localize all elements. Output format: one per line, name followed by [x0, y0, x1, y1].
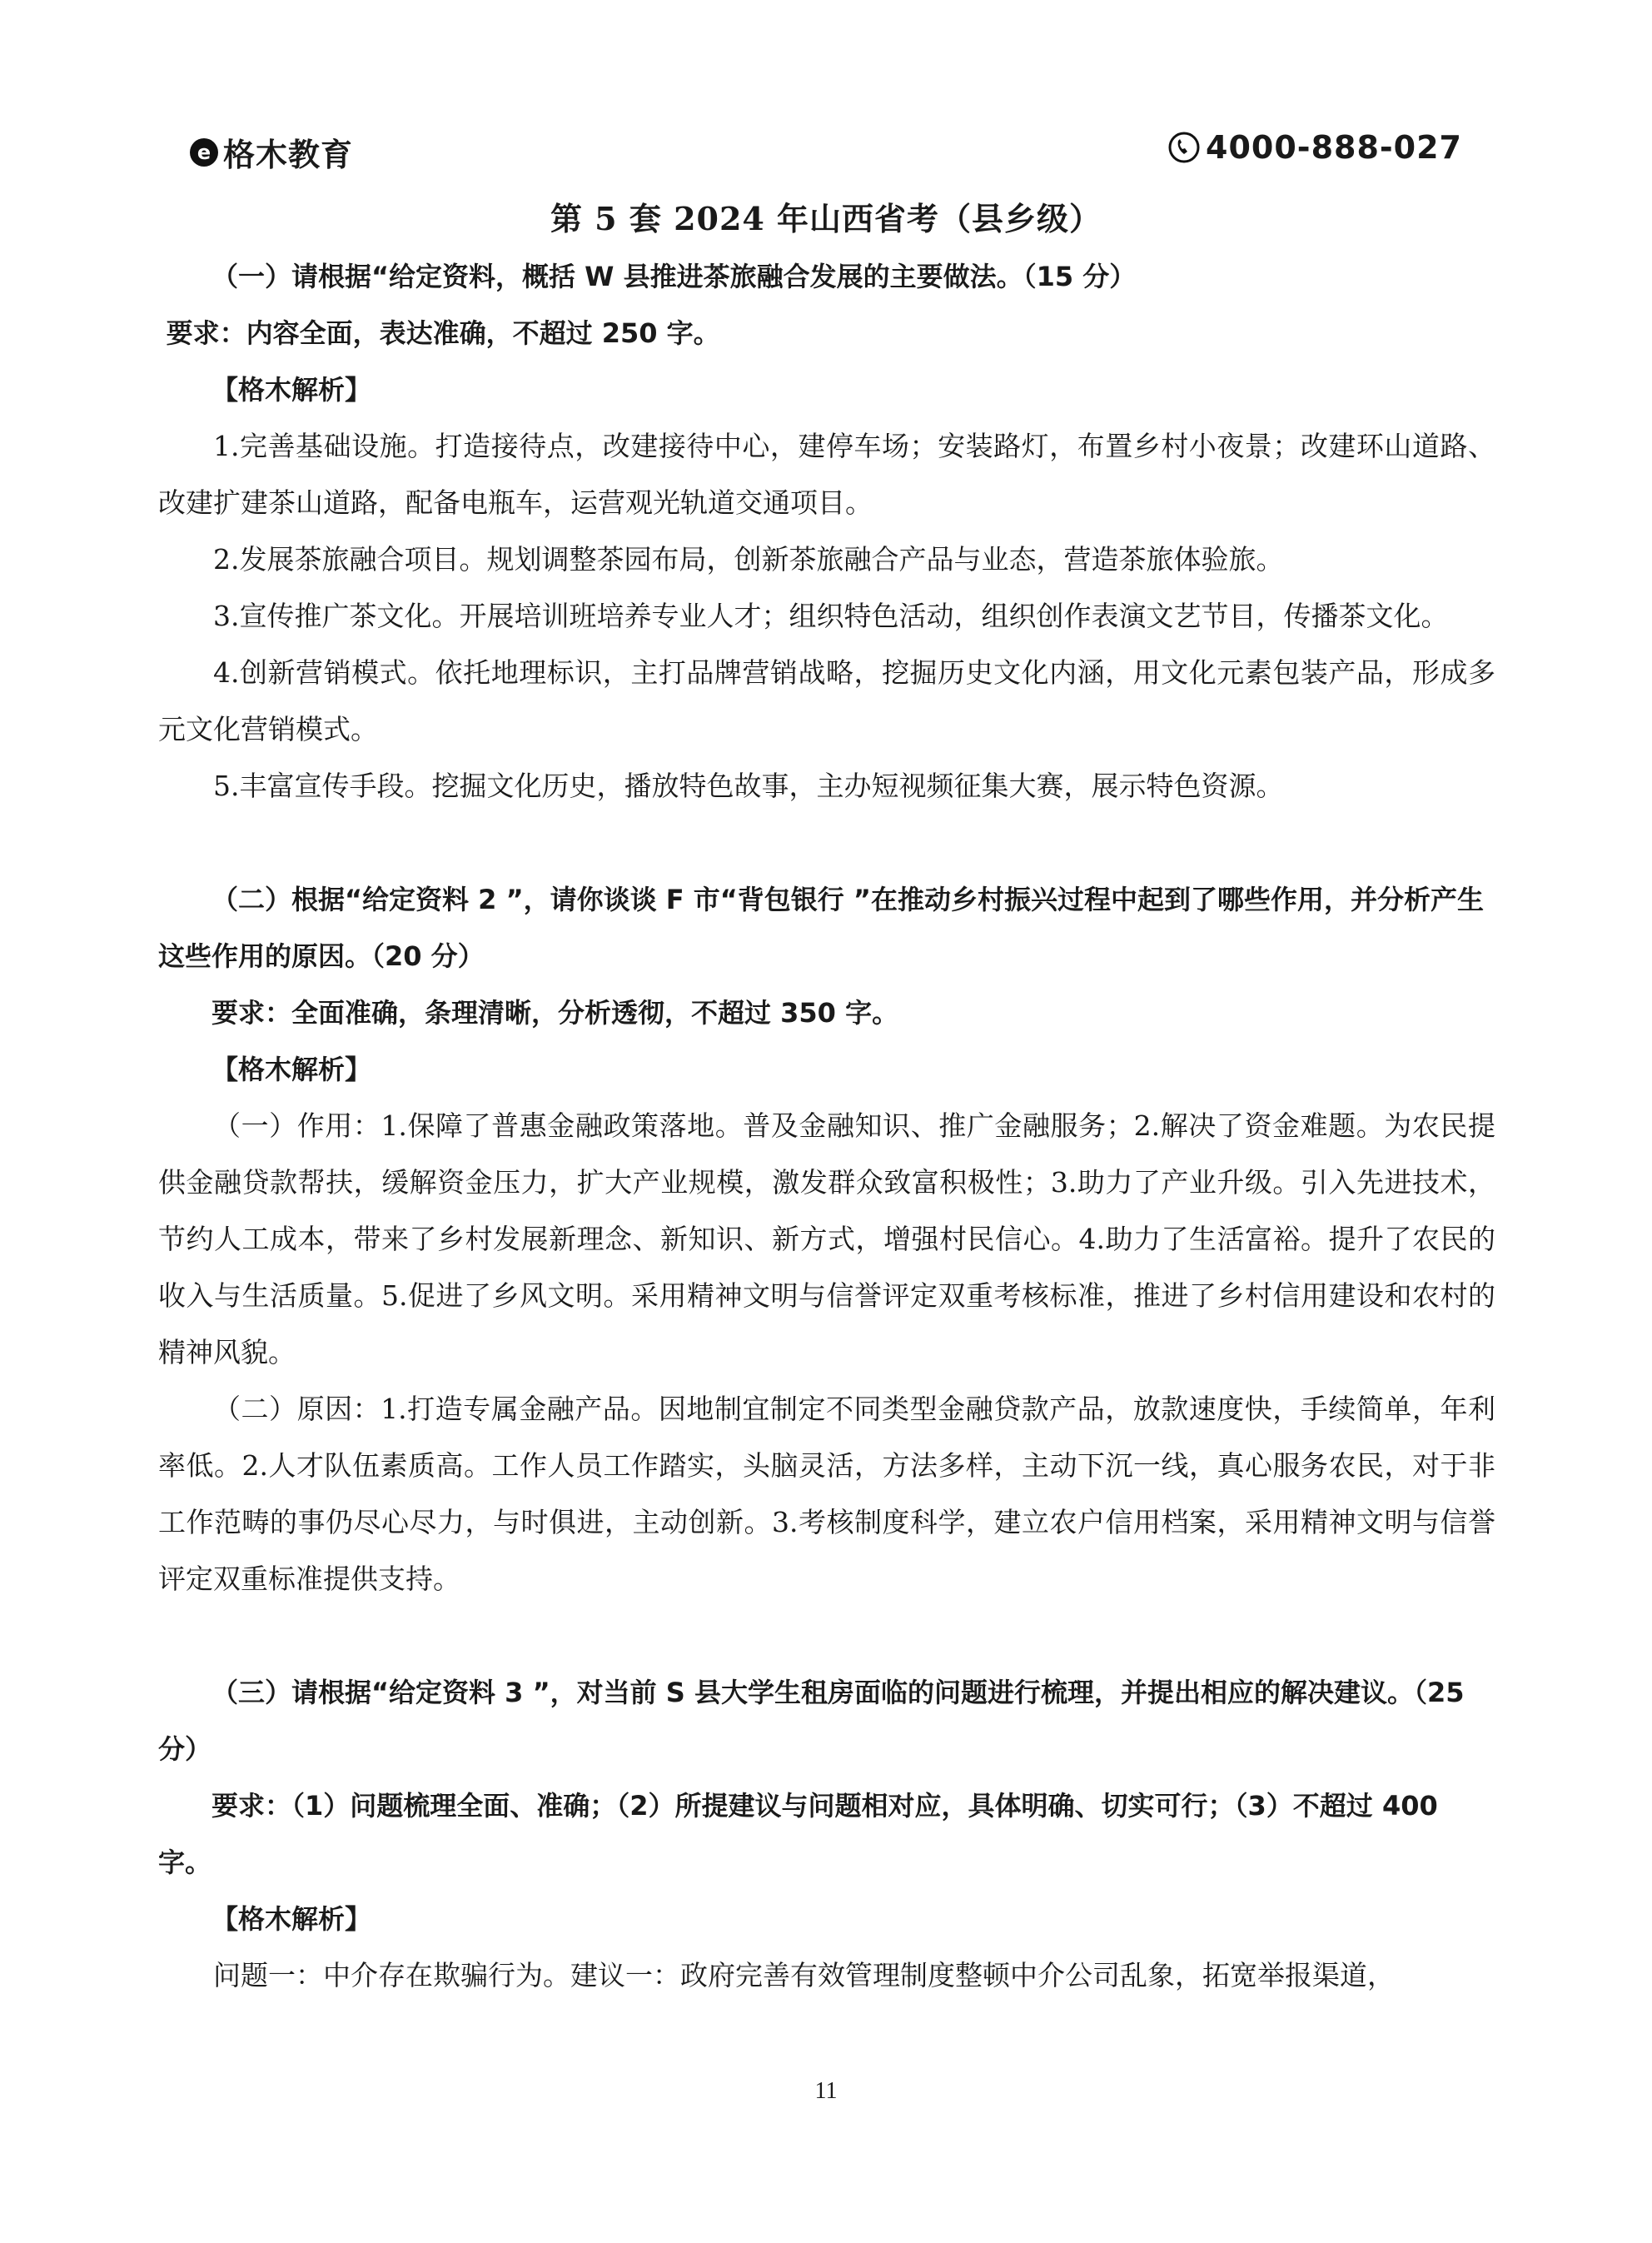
- brand-logo: [190, 129, 353, 175]
- answer-paragraph: 1.完善基础设施。打造接待点，改建接待中心，建停车场；安装路灯，布置乡村小夜景；改建环山道路、改建扩建茶山道路，配备电瓶车，运营观光轨道交通项目。: [158, 430, 1495, 519]
- phone-icon: [1167, 131, 1201, 164]
- requirement-1: 要求：内容全面，表达准确，不超过 250 字。: [166, 317, 720, 349]
- logo-text: 格木教育: [223, 137, 354, 173]
- answer-paragraph: （一）作用：1.保障了普惠金融政策落地。普及金融知识、推广金融服务；2.解决了资金难题。为农民提供金融贷款帮扶，缓解资金压力，扩大产业规模，激发群众致富积极性；3.助力了产业升级。引入先进技术，节约人工成本，带来了乡村发展新理念、新知识、新方式，增强村民信心。4.助力了生活富裕。提升了农民的收入与生活质量。5.促进了乡风文明。采用精神文明与信誉评定双重考核标准，推进了乡村信用建设和农村的精神风貌。: [158, 1109, 1495, 1368]
- question-1: （一）请根据“给定资料，概括 W 县推进茶旅融合发展的主要做法。（15 分）: [211, 261, 1137, 292]
- analysis-header-2: 【格木解析】: [211, 1054, 372, 1085]
- analysis-header-1: 【格木解析】: [211, 374, 372, 406]
- question-2: （二）根据“给定资料 2 ”，请你谈谈 F 市“背包银行 ”在推动乡村振兴过程中起到了哪些作用，并分析产生这些作用的原因。（20 分）: [158, 884, 1484, 972]
- answer-paragraph: （二）原因：1.打造专属金融产品。因地制宜制定不同类型金融贷款产品，放款速度快，手续简单，年利率低。2.人才队伍素质高。工作人员工作踏实，头脑灵活，方法多样，主动下沉一线，真心服务农民，对于非工作范畴的事仍尽心尽力，与时俱进，主动创新。3.考核制度科学，建立农户信用档案，采用精神文明与信誉评定双重标准提供支持。: [158, 1393, 1495, 1595]
- answer-paragraph: 3.宣传推广茶文化。开展培训班培养专业人才；组织特色活动，组织创作表演文艺节目，传播茶文化。: [213, 600, 1449, 632]
- page-title: 第 5 套 2024 年山西省考（县乡级）: [550, 200, 1102, 237]
- requirement-3: 要求：（1）问题梳理全面、准确；（2）所提建议与问题相对应，具体明确、切实可行；（3）不超过 400 字。: [158, 1790, 1438, 1878]
- section-gap: [158, 1607, 1495, 1664]
- section-gap: [158, 815, 1495, 871]
- logo-icon: e: [190, 138, 218, 167]
- question-3: （三）请根据“给定资料 3 ”，对当前 S 县大学生租房面临的问题进行梳理，并提出相应的解决建议。（25 分）: [158, 1677, 1465, 1765]
- answer-paragraph: 问题一：中介存在欺骗行为。建议一：政府完善有效管理制度整顿中介公司乱象，拓宽举报渠道，: [213, 1959, 1395, 1991]
- page-number: 11: [814, 2078, 838, 2104]
- requirement-2: 要求：全面准确，条理清晰，分析透彻，不超过 350 字。: [211, 997, 899, 1029]
- document-body: [158, 248, 1495, 2004]
- analysis-header-3: 【格木解析】: [211, 1903, 372, 1935]
- page-header: [190, 129, 1462, 179]
- phone-contact: [1167, 129, 1462, 166]
- answer-paragraph: 5.丰富宣传手段。挖掘文化历史，播放特色故事，主办短视频征集大赛，展示特色资源。: [213, 770, 1284, 802]
- answer-paragraph: 2.发展茶旅融合项目。规划调整茶园布局，创新茶旅融合产品与业态，营造茶旅体验旅。: [213, 543, 1284, 576]
- answer-paragraph: 4.创新营销模式。依托地理标识，主打品牌营销战略，挖掘历史文化内涵，用文化元素包装产品，形成多元文化营销模式。: [158, 656, 1495, 745]
- phone-number: 4000-888-027: [1206, 129, 1462, 166]
